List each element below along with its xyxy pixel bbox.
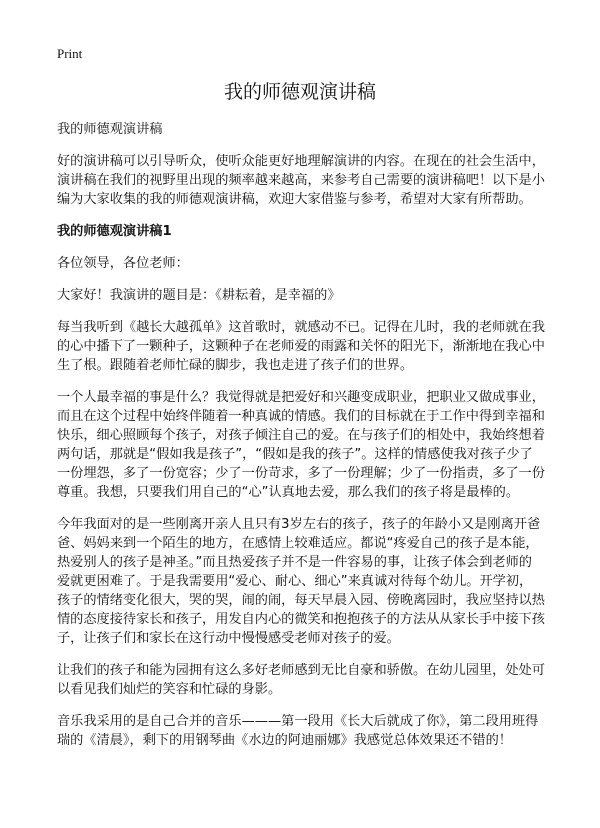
paragraph-4: 让我们的孩子和能为园拥有这么多好老师感到无比自豪和骄傲。在幼儿园里，处处可以看见我们灿烂的笑容和忙碌的身影。 [57, 663, 545, 697]
print-link[interactable]: Print [57, 46, 83, 61]
paragraph-5: 音乐我采用的是自己合并的音乐———第一段用《长大后就成了你》，第二段用班得瑞的《清晨》，剩下的用钢琴曲《水边的阿迪丽娜》我感觉总体效果还不错的！ [57, 714, 539, 748]
paragraph-2: 一个人最幸福的事是什么？我觉得就是把爱好和兴趣变成职业，把职业又做成事业，而且在这个过程中始终伴随着一种真诚的情感。我们的目标就在于工作中得到幸福和快乐，细心照顾每个孩子，对孩子倾注自己的爱。在与孩子们的相处中，我始终想着两句话，那就是“假如我是孩子”，“假如是我的孩子”。这样的情感使我对孩子少了一份埋怨，多了一份宽容；少了一份苛求，多了一份理解；少了一份指责，多了一份尊重。我想，只要我们用自己的“心”认真地去爱，那么我们的孩子将是最棒的。 [57, 390, 545, 500]
intro-paragraph: 好的演讲稿可以引导听众，使听众能更好地理解演讲的内容。在现在的社会生活中，演讲稿在我们的视野里出现的频率越来越高，来参考自己需要的演讲稿吧！以下是小编为大家收集的我的师德观演讲稿，欢迎大家借鉴与参考，希望对大家有所帮助。 [57, 154, 545, 207]
page-title: 我的师德观演讲稿 [223, 81, 376, 103]
paragraph-topic: 大家好！我演讲的题目是：《耕耘着，是幸福的》 [57, 288, 341, 303]
paragraph-3: 今年我面对的是一些刚离开亲人且只有3岁左右的孩子，孩子的年龄小又是刚离开爸爸、妈妈来到一个陌生的地方，在感情上较难适应。都说“疼爱自己的孩子是本能，热爱别人的孩子是神圣。”而且热爱孩子并不是一件容易的事，让孩子体会到老师的爱就更困难了。于是我需要用“爱心、耐心、细心”来真诚对待每个幼儿。开学初，孩子的情绪变化很大，哭的哭，闹的闹，每天早晨入园、傍晚离园时，我应坚持以热情的态度接待家长和孩子，用发自内心的微笑和抱抱孩子的方法从从家长手中接下孩子，让孩子们和家长在这行动中慢慢感受老师对孩子的爱。 [57, 517, 545, 646]
paragraph-1: 每当我听到《越长大越孤单》这首歌时，就感动不已。记得在儿时，我的老师就在我的心中播下了一颗种子，这颗种子在老师爱的雨露和关怀的阳光下，渐渐地在我心中生了根。跟随着老师忙碌的脚步，我也走进了孩子们的世界。 [57, 320, 545, 373]
article-subtitle: 我的师德观演讲稿 [57, 122, 163, 137]
article-body [57, 120, 545, 763]
paragraph-greeting: 各位领导，各位老师： [57, 256, 189, 271]
section-heading: 我的师德观演讲稿1 [57, 224, 172, 239]
